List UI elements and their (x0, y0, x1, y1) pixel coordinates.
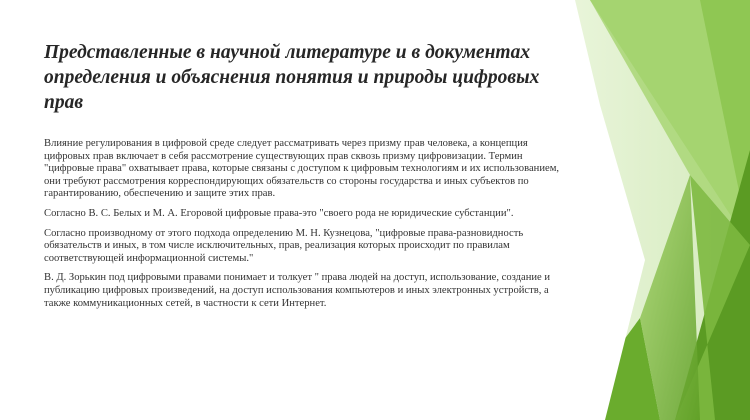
body-paragraph: Согласно В. С. Белых и М. А. Егоровой цифровые права-это "своего рода не юридические субстанции". (44, 207, 514, 219)
slide-title: Представленные в научной литературе и в документах определения и объяснения понятия и природы цифровых прав (44, 42, 540, 113)
body-paragraph: Согласно производному от этого подхода определению М. Н. Кузнецова, "цифровые права-разновидность обязательств и иных, в том числе исключительных, прав, реализация которых происходит по правилам соответствующей информационной системы." (44, 227, 524, 264)
body-paragraph: В. Д. Зорькин под цифровыми правами понимает и толкует " права людей на доступ, использование, создание и публикацию цифровых произведений, на доступ использования компьютеров и иных электронных устройств, а также коммуникационных сетей, в частности к сети Интернет. (44, 272, 551, 309)
body-paragraph: Влияние регулирования в цифровой среде следует рассматривать через призму прав человека, а концепция цифровых прав включает в себя рассмотрение существующих прав сквозь призму цифровизации. Термин "цифровые права" охватывает права, которые связаны с доступом к цифровым технологиям и их использованием, они требуют рассмотрения корреспондирующих обязательств со стороны государства и иных субъектов по гарантированию, обеспечению и защите этих прав. (44, 138, 560, 200)
slide-body (44, 138, 564, 317)
